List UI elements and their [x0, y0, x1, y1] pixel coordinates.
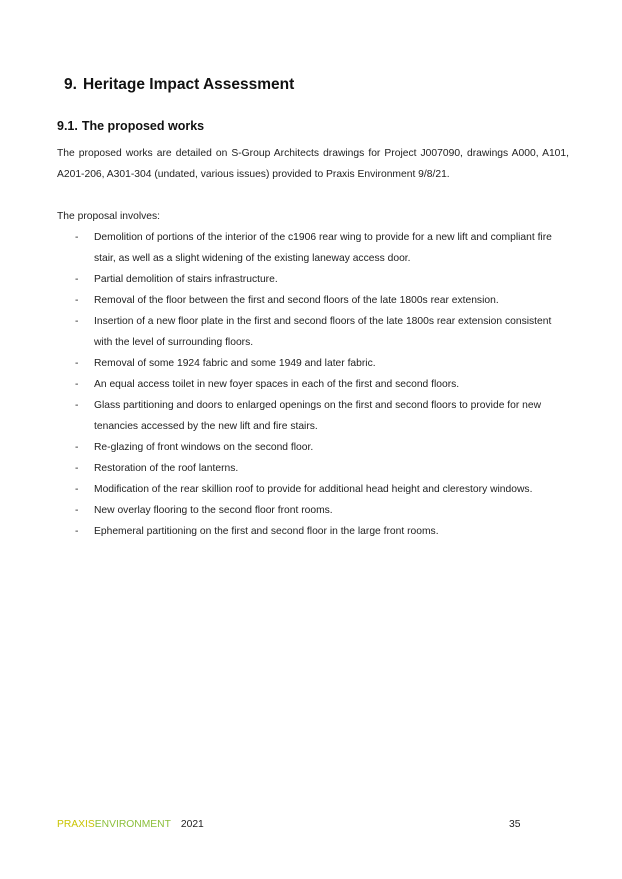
brand-name-part2: ENVIRONMENT — [94, 819, 171, 830]
list-item — [57, 311, 569, 353]
lead-paragraph: The proposal involves: — [57, 211, 161, 222]
list-item — [57, 395, 569, 437]
list-item-text: Removal of some 1924 fabric and some 1949 and later fabric. — [94, 358, 376, 369]
list-dash: - — [75, 379, 79, 390]
section-heading — [64, 76, 294, 94]
footer-brand — [57, 819, 204, 830]
list-item-text: Insertion of a new floor plate in the first and second floors of the late 1800s rear extension consistent with the level of surrounding floors. — [94, 316, 552, 348]
list-item — [57, 227, 569, 269]
footer-year: 2021 — [180, 819, 204, 830]
list-item — [57, 437, 569, 458]
list-item-text: Re-glazing of front windows on the second floor. — [94, 442, 314, 453]
list-item-text: Modification of the rear skillion roof to provide for additional head height and clerestory windows. — [94, 484, 533, 495]
list-dash: - — [75, 316, 79, 327]
list-dash: - — [75, 400, 79, 411]
section-title: Heritage Impact Assessment — [82, 76, 295, 93]
list-item-text: Restoration of the roof lanterns. — [94, 463, 239, 474]
list-item-text: Glass partitioning and doors to enlarged openings on the first and second floors to provide for new tenancies accessed by the new lift and fire stairs. — [94, 400, 542, 432]
section-number: 9. — [64, 76, 77, 93]
brand-name-part1: PRAXIS — [57, 819, 95, 830]
list-dash: - — [75, 463, 79, 474]
list-item-text: Ephemeral partitioning on the first and second floor in the large front rooms. — [94, 526, 439, 537]
list-item — [57, 269, 569, 290]
list-item — [57, 500, 569, 521]
intro-paragraph: The proposed works are detailed on S-Group Architects drawings for Project J007090, drawings A000, A101, A201-206, A301-304 (undated, various issues) provided to Praxis Environment 9/8/21. — [57, 148, 569, 180]
page-number: 35 — [509, 819, 521, 830]
list-dash: - — [75, 442, 79, 453]
list-item-text: An equal access toilet in new foyer spaces in each of the first and second floors. — [94, 379, 460, 390]
list-dash: - — [75, 358, 79, 369]
list-item-text: Partial demolition of stairs infrastructure. — [94, 274, 278, 285]
list-item-text: New overlay flooring to the second floor front rooms. — [94, 505, 333, 516]
list-dash: - — [75, 505, 79, 516]
proposal-list — [57, 227, 569, 542]
list-dash: - — [75, 484, 79, 495]
list-item-text: Demolition of portions of the interior of the c1906 rear wing to provide for a new lift and compliant fire stair, as well as a slight widening of the existing laneway access door. — [94, 232, 552, 264]
subsection-heading — [57, 119, 204, 133]
list-item-text: Removal of the floor between the first and second floors of the late 1800s rear extension. — [94, 295, 499, 306]
list-dash: - — [75, 274, 79, 285]
list-item — [57, 353, 569, 374]
list-dash: - — [75, 295, 79, 306]
list-item — [57, 479, 569, 500]
list-item — [57, 374, 569, 395]
subsection-number: 9.1. — [57, 119, 78, 133]
list-item — [57, 458, 569, 479]
list-dash: - — [75, 232, 79, 243]
subsection-title: The proposed works — [81, 119, 205, 133]
list-item — [57, 290, 569, 311]
list-item — [57, 521, 569, 542]
list-dash: - — [75, 526, 79, 537]
